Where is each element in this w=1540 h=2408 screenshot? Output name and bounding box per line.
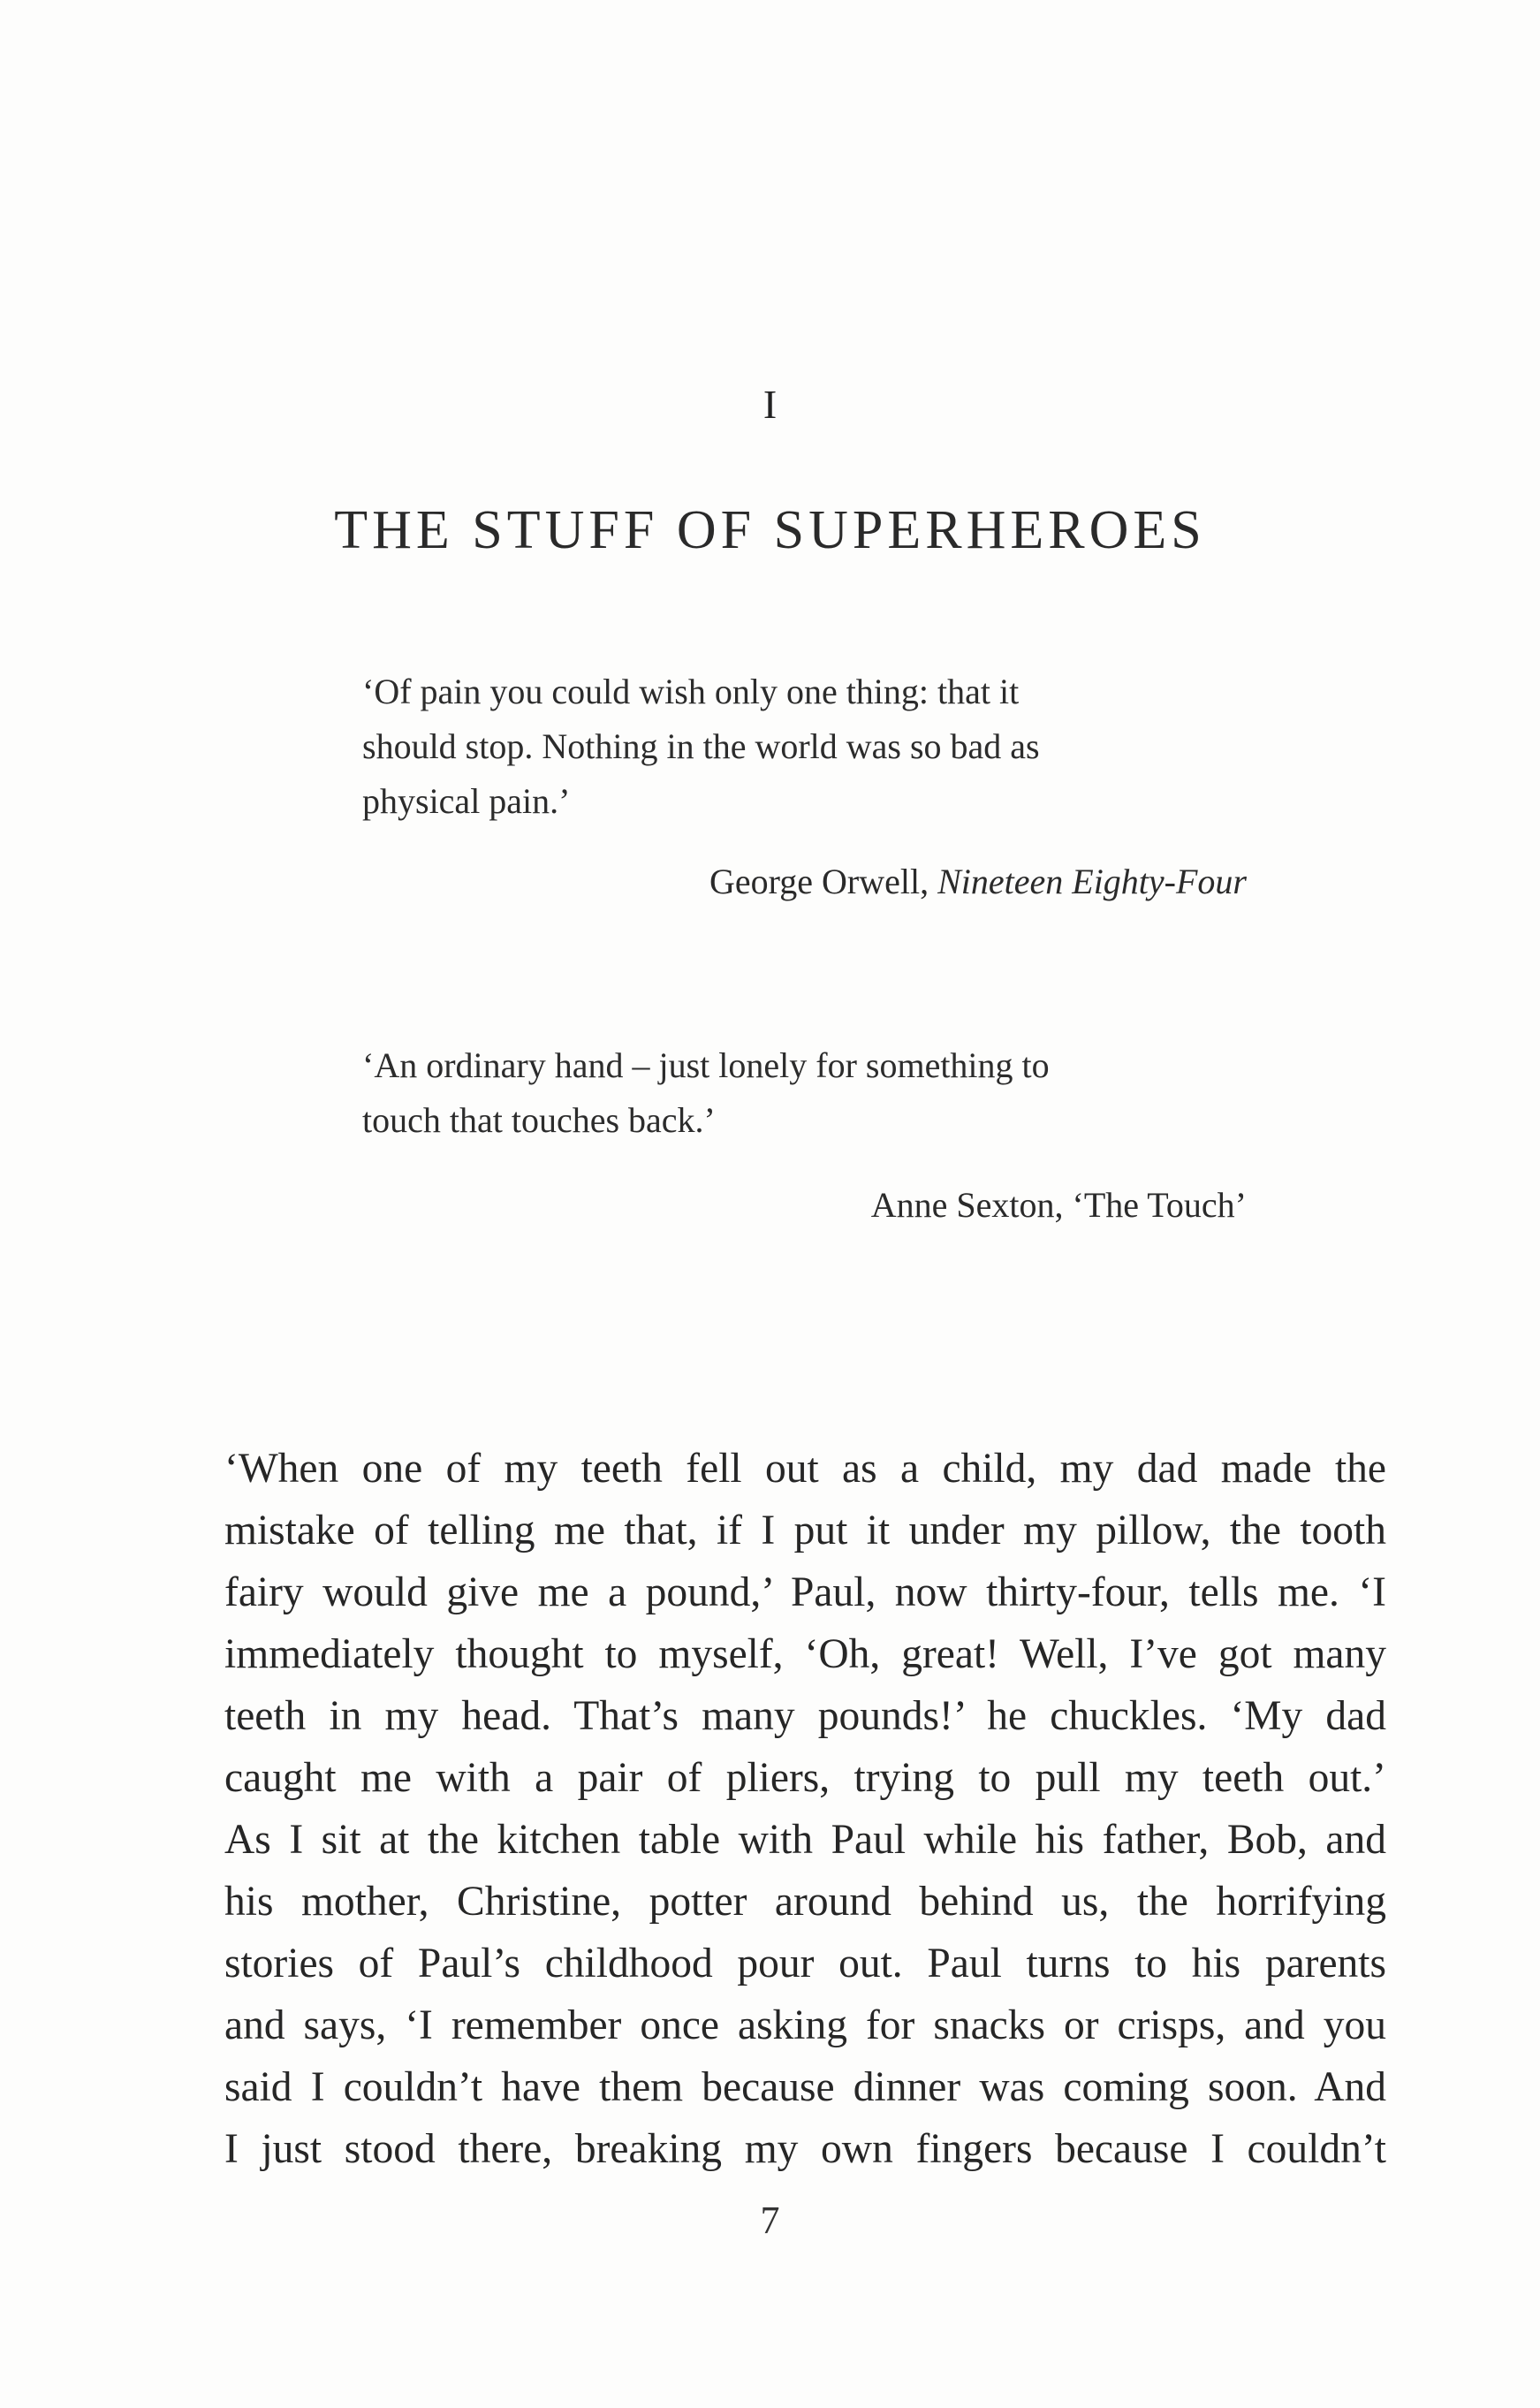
page-number: 7: [760, 2199, 780, 2242]
epigraph-line: should stop. Nothing in the world was so bad as: [362, 726, 1040, 766]
epigraph-line: ‘An ordinary hand – just lonely for something to: [362, 1045, 1050, 1085]
body-line: immediately thought to myself, ‘Oh, great! Well, I’ve got many: [224, 1631, 1386, 1677]
epigraph-quote: [362, 665, 1210, 829]
epigraph-line: touch that touches back.’: [362, 1100, 716, 1140]
body-line: ‘When one of my teeth fell out as a child, my dad made the: [224, 1446, 1386, 1492]
epigraph-line: physical pain.’: [362, 781, 571, 821]
body-line: teeth in my head. That’s many pounds!’ he chuckles. ‘My dad: [224, 1693, 1386, 1739]
body-line: caught me with a pair of pliers, trying to pull my teeth out.’: [224, 1755, 1386, 1801]
body-line: stories of Paul’s childhood pour out. Paul turns to his parents: [224, 1941, 1386, 1986]
body-line: and says, ‘I remember once asking for snacks or crisps, and you: [224, 2002, 1386, 2048]
body-line: mistake of telling me that, if I put it under my pillow, the tooth: [224, 1508, 1386, 1553]
body-line: his mother, Christine, potter around behind us, the horrifying: [224, 1879, 1386, 1925]
body-line: I just stood there, breaking my own fingers because I couldn’t: [224, 2126, 1386, 2172]
epigraph-line: ‘Of pain you could wish only one thing: that it: [362, 672, 1020, 711]
epigraph-attribution: [709, 855, 1247, 909]
body-line: fairy would give me a pound,’ Paul, now thirty-four, tells me. ‘I: [224, 1569, 1386, 1615]
epigraph-sexton: [362, 1038, 1246, 1148]
chapter-title: THE STUFF OF SUPERHEROES: [334, 500, 1206, 560]
body-line: said I couldn’t have them because dinner was coming soon. And: [224, 2064, 1386, 2110]
epigraph-orwell: [362, 665, 1246, 829]
body-paragraph: [224, 1438, 1386, 2180]
epigraph-author: Anne Sexton,: [870, 1185, 1073, 1225]
epigraph-attribution: [871, 1178, 1247, 1233]
epigraph-work: ‘The Touch’: [1072, 1185, 1247, 1225]
epigraph-work: Nineteen Eighty-Four: [937, 862, 1247, 901]
epigraph-author: George Orwell,: [709, 862, 938, 901]
body-line: As I sit at the kitchen table with Paul while his father, Bob, and: [224, 1817, 1386, 1863]
epigraph-quote: [362, 1038, 1246, 1148]
chapter-number: I: [762, 382, 778, 427]
